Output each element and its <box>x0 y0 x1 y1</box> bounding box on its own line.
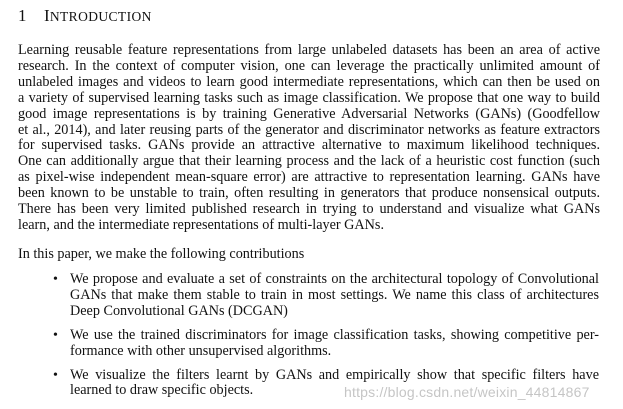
contributions-lead: In this paper, we make the following contributions <box>18 246 305 262</box>
intro-line: One can additionally argue that their learning process and the lack of a heuristic cost function (such <box>18 153 600 170</box>
contribution-line: learned to draw specific objects. <box>70 382 254 399</box>
intro-line: as pixel-wise independent mean-square error) are attractive to representation learning. GANs have <box>18 169 600 186</box>
contribution-text <box>70 328 599 360</box>
contribution-line: We visualize the filters learnt by GANs and empirically show that specific filters have <box>70 366 599 383</box>
intro-line: et al., 2014), and later reusing parts of the generator and discriminator networks as feature extractors <box>18 121 600 138</box>
bullet-icon: • <box>53 272 58 287</box>
intro-line: Learning reusable feature representations from large unlabeled datasets has been an area of active <box>18 42 600 58</box>
intro-line: research. In the context of computer vision, one can leverage the practically unlimited amount of <box>18 57 600 74</box>
contribution-line: We propose and evaluate a set of constraints on the architectural topology of Convolutional <box>70 271 599 287</box>
section-title-initial: I <box>44 6 50 25</box>
section-title-rest: NTRODUCTION <box>49 9 152 24</box>
section-number: 1 <box>18 6 27 25</box>
bullet-icon: • <box>53 327 58 343</box>
intro-line: learn, and the intermediate representations of multi-layer GANs. <box>18 216 384 233</box>
contribution-text <box>70 272 599 320</box>
intro-line: good image representations is by training Generative Adversarial Networks (GANs) (Goodfellow <box>18 105 600 122</box>
watermark-url: https://blog.csdn.net/weixin_44814867 <box>344 384 590 400</box>
contribution-line: formance with other unsupervised algorithms. <box>70 342 332 359</box>
bullet-icon: • <box>53 367 58 383</box>
contribution-item <box>0 328 623 360</box>
intro-line: unlabeled images and videos to learn good intermediate representations, which can then be used on <box>18 73 600 90</box>
intro-line: There has been very limited published research in trying to understand and visualize what GANs <box>18 201 600 218</box>
contribution-item <box>0 272 623 320</box>
contribution-line: We use the trained discriminators for image classification tasks, showing competitive per- <box>70 326 599 343</box>
contribution-line: GANs that make them stable to train in most settings. We name this class of architectures <box>70 286 599 303</box>
contribution-line: Deep Convolutional GANs (DCGAN) <box>70 302 288 319</box>
intro-line: for supervised tasks. GANs provide an attractive alternative to maximum likelihood techniques. <box>18 137 600 154</box>
intro-paragraph <box>18 43 600 234</box>
intro-line: been known to be unstable to train, often resulting in generators that produce nonsensical outputs. <box>18 185 600 202</box>
intro-line: a variety of supervised learning tasks such as image classification. We propose that one way to build <box>18 89 600 106</box>
section-heading <box>18 6 152 27</box>
